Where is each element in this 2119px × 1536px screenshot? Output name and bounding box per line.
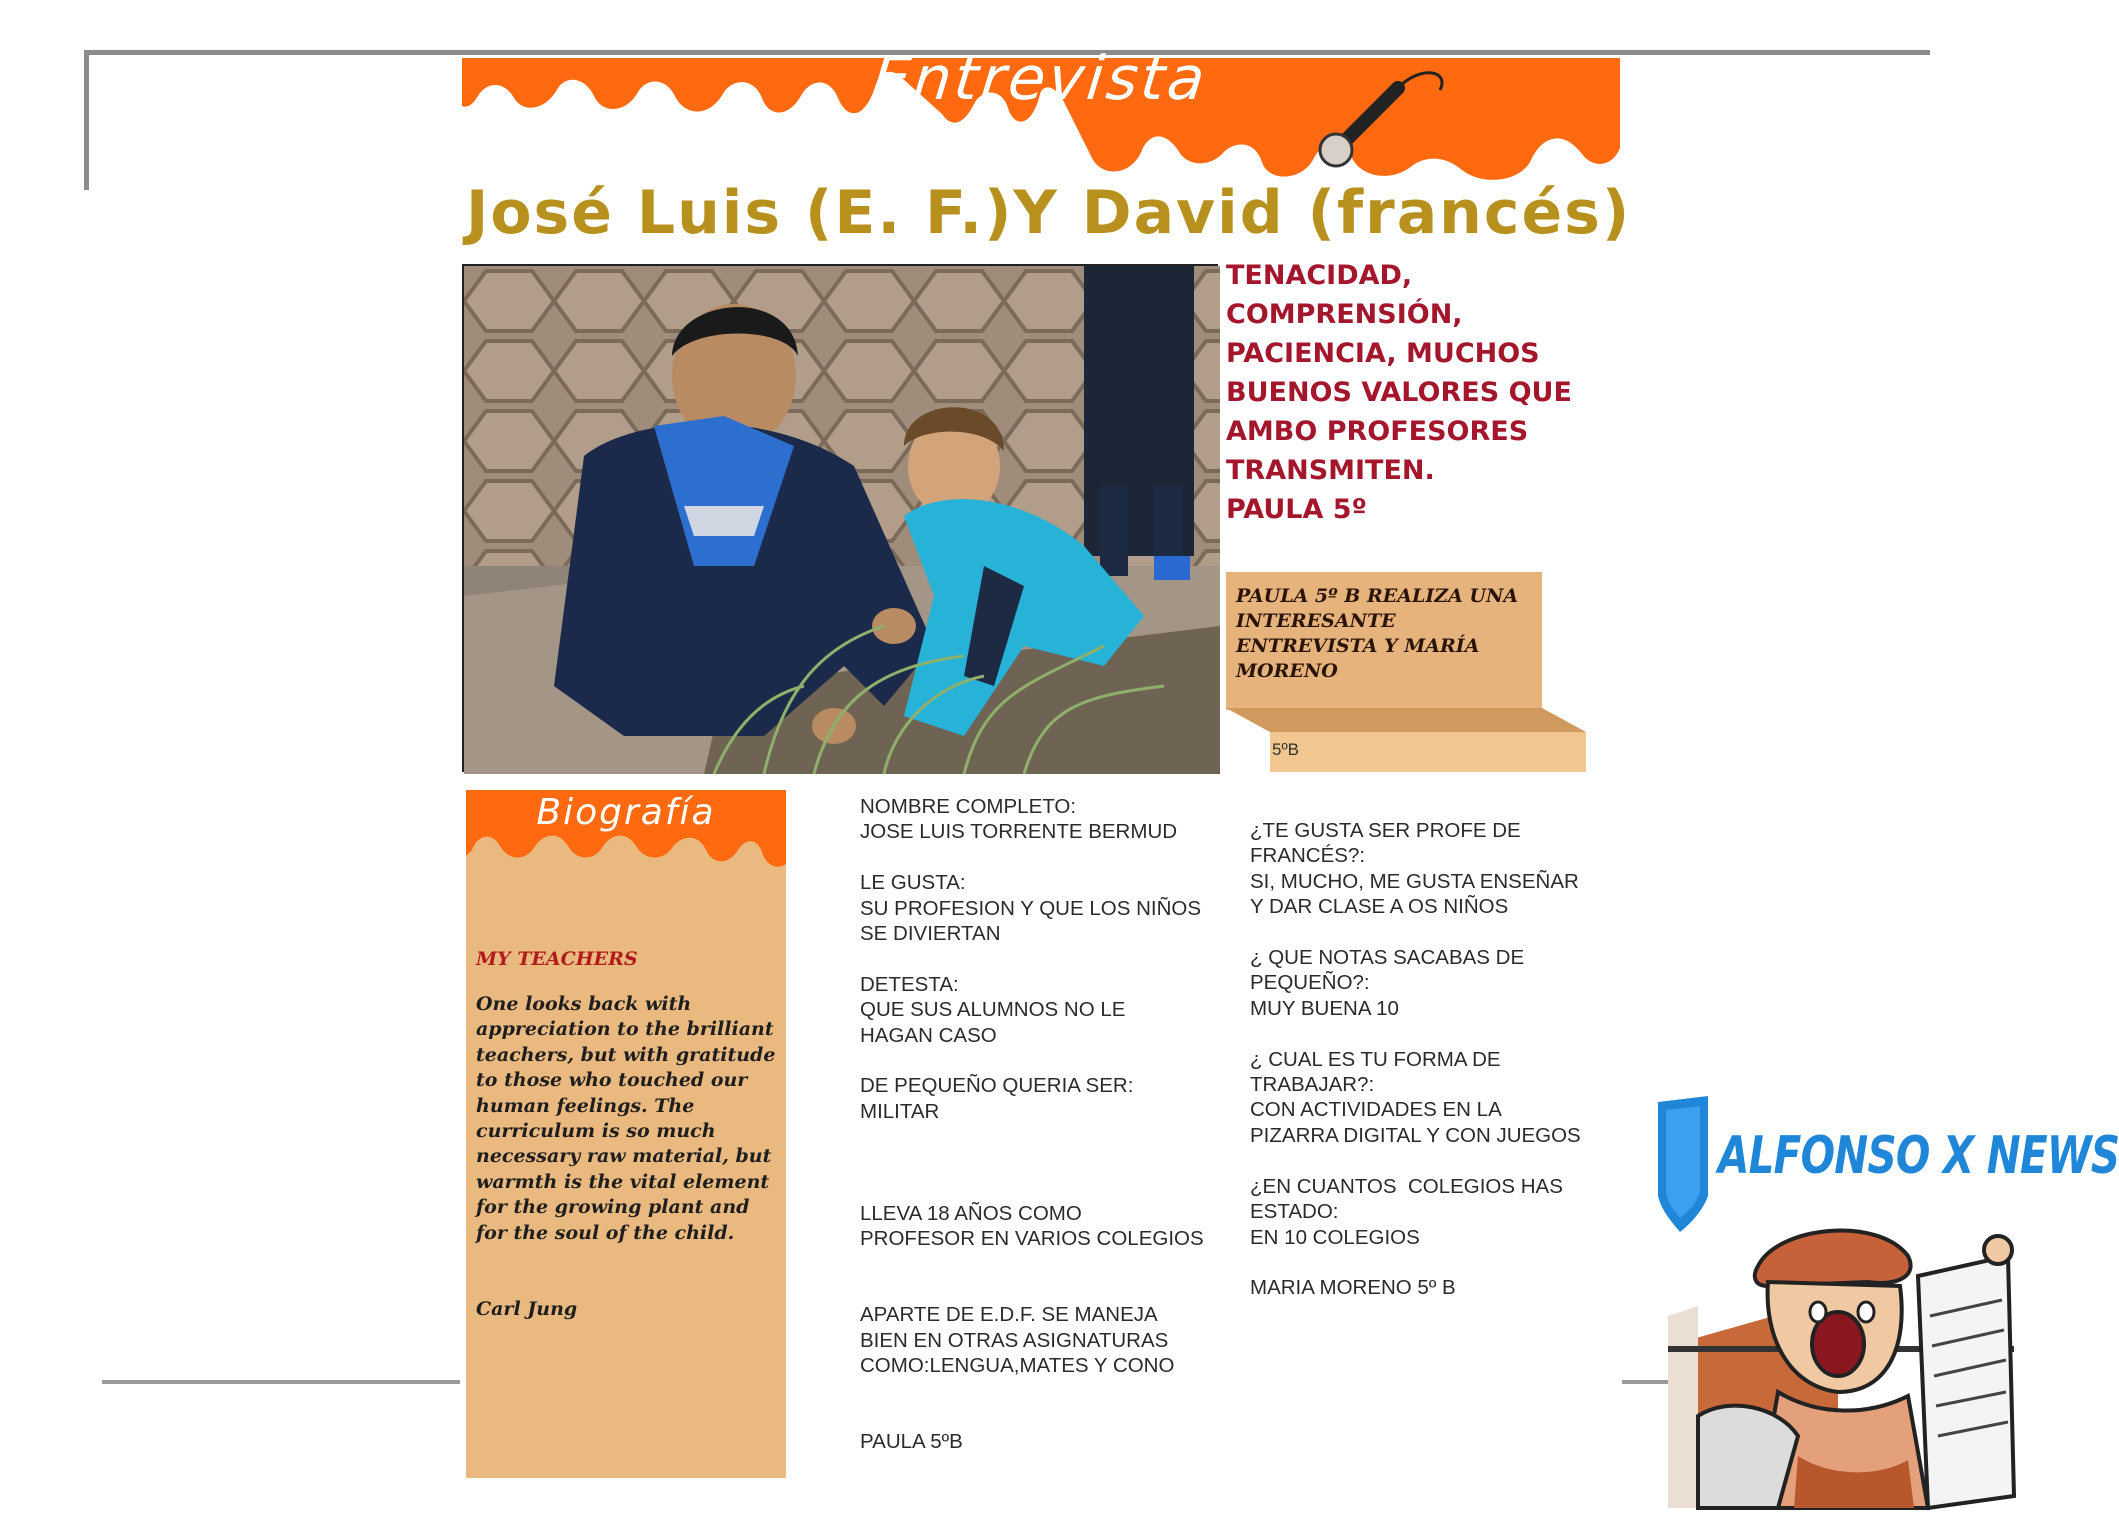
quote-line: PACIENCIA, MUCHOS bbox=[1226, 338, 1540, 369]
quote-line: TRANSMITEN. bbox=[1226, 455, 1435, 486]
microphone-icon bbox=[1300, 60, 1460, 170]
callout-subtext: 5ºB bbox=[1272, 740, 1300, 759]
quote-line: COMPRENSIÓN, bbox=[1226, 299, 1463, 330]
interview-column-1: NOMBRE COMPLETO: JOSE LUIS TORRENTE BERMUD LE GUSTA: SU PROFESION Y QUE LOS NIÑOS SE DIVIERTAN DETESTA: QUE SUS ALUMNOS NO LE HAGAN CASO DE PEQUEÑO QUERIA SER: MILITAR LLEVA 18 AÑOS COMO PROFESOR EN VARIOS COLEGIOS APARTE DE E.D.F. SE MANEJA BIEN EN OTRAS ASIGNATURAS COMO:LENGUA,MATES Y CONO PAULA 5ºB bbox=[860, 795, 1204, 1454]
teacher-photo bbox=[462, 264, 1218, 772]
slide-left-rule bbox=[84, 50, 89, 190]
quote-line: PAULA 5º bbox=[1226, 494, 1367, 525]
banner-title: Entrevista bbox=[868, 44, 1211, 114]
biography-author: Carl Jung bbox=[476, 1298, 578, 1320]
quote-line: BUENOS VALORES QUE bbox=[1226, 377, 1572, 408]
biography-heading: MY TEACHERS bbox=[476, 948, 638, 970]
page-headline: José Luis (E. F.)Y David (francés) bbox=[466, 178, 1632, 248]
biography-quote: One looks back with appreciation to the brilliant teachers, but with gratitude to those who touched our human feelings. The curriculum is so much necessary raw material, but warmth is the vital element for the growing plant and for the soul of the child. bbox=[476, 993, 776, 1244]
quote-line: TENACIDAD, bbox=[1226, 260, 1413, 291]
shield-icon bbox=[1652, 1096, 1712, 1236]
highlight-quote bbox=[1226, 256, 1626, 529]
slide-bottom-rule-left bbox=[102, 1380, 460, 1384]
newsboy-illustration bbox=[1668, 1216, 2016, 1508]
biography-title: Biografía bbox=[536, 792, 716, 833]
callout-text: PAULA 5º B REALIZA UNA INTERESANTE ENTREVISTA Y MARÍA MORENO bbox=[1236, 585, 1519, 682]
interview-column-2: ¿TE GUSTA SER PROFE DE FRANCÉS?: SI, MUCHO, ME GUSTA ENSEÑAR Y DAR CLASE A OS NIÑOS ¿ QUE NOTAS SACABAS DE PEQUEÑO?: MUY BUENA 10 ¿ CUAL ES TU FORMA DE TRABAJAR?: CON ACTIVIDADES EN LA PIZARRA DIGITAL Y CON JUEGOS ¿EN CUANTOS COLEGIOS HAS ESTADO: EN 10 COLEGIOS MARIA MORENO 5º B bbox=[1250, 819, 1581, 1300]
quote-line: AMBO PROFESORES bbox=[1226, 416, 1529, 447]
logo-wordmark: ALFONSO X NEWS bbox=[1718, 1126, 2119, 1186]
slide-bottom-rule-right bbox=[1622, 1380, 1670, 1384]
